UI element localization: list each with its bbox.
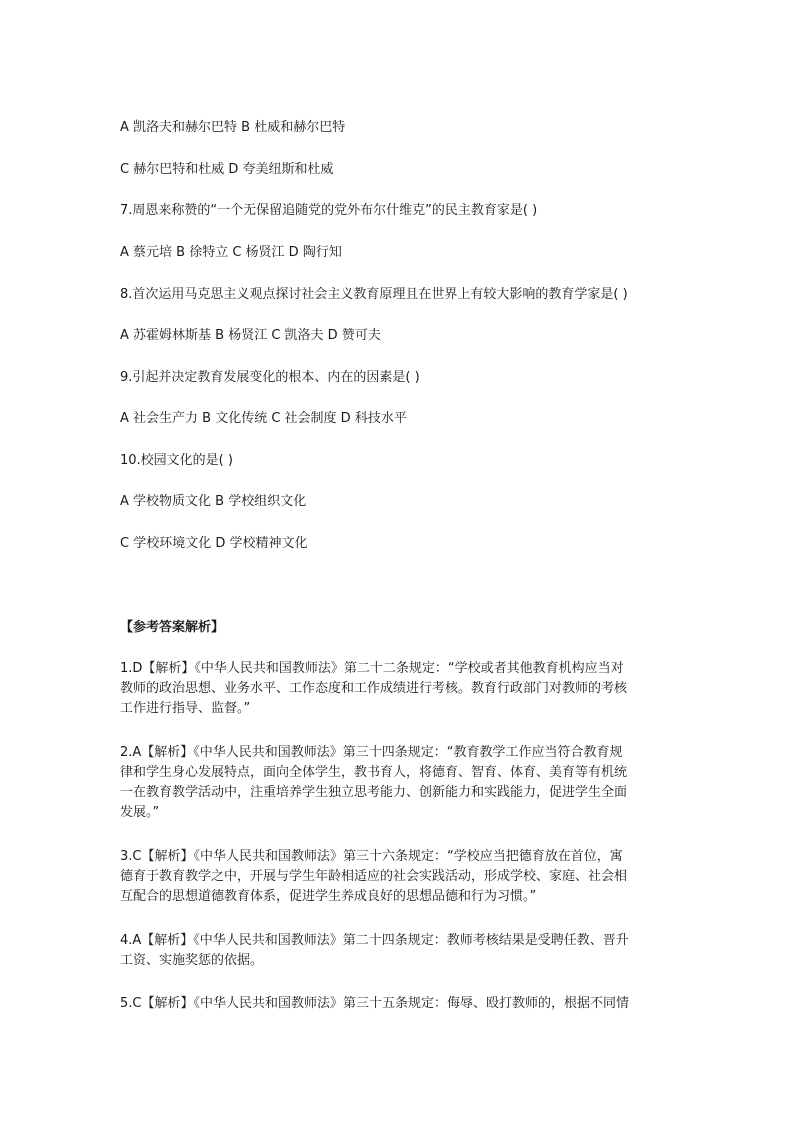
answer-2-line: 律和学生身心发展特点，面向全体学生，教书育人，将德育、智育、体育、美育等有机统 <box>120 765 628 780</box>
q7-stem: 7.周恩来称赞的“一个无保留追随党的党外布尔什维克”的民主教育家是( ) <box>120 203 538 218</box>
q8-options: A 苏霍姆林斯基 B 杨贤江 C 凯洛夫 D 赞可夫 <box>120 328 381 343</box>
q9-stem: 9.引起并决定教育发展变化的根本、内在的因素是( ) <box>120 370 420 385</box>
answer-1 <box>120 659 674 719</box>
q8-stem: 8.首次运用马克思主义观点探讨社会主义教育原理且在世界上有较大影响的教育学家是( ) <box>120 287 628 302</box>
q10-options-ab: A 学校物质文化 B 学校组织文化 <box>120 494 307 509</box>
answer-3-line: 德育于教育教学之中，开展与学生年龄相适应的社会实践活动，形成学校、家庭、社会相 <box>120 869 628 884</box>
q6-options-cd: C 赫尔巴特和杜威 D 夸美纽斯和杜威 <box>120 162 334 177</box>
answer-1-line: 1.D【解析】《中华人民共和国教师法》第二十二条规定：“学校或者其他教育机构应当对 <box>120 661 624 676</box>
q6-options-ab: A 凯洛夫和赫尔巴特 B 杜威和赫尔巴特 <box>120 120 346 135</box>
answer-4 <box>120 931 674 971</box>
answer-2-line: 一在教育教学活动中，注重培养学生独立思考能力、创新能力和实践能力，促进学生全面 <box>120 785 628 800</box>
answer-3-line: 互配合的思想道德教育体系，促进学生养成良好的思想品德和行为习惯。” <box>120 889 537 904</box>
answer-2-line: 发展。” <box>120 805 160 820</box>
q10-options-cd: C 学校环境文化 D 学校精神文化 <box>120 536 308 551</box>
answer-1-line: 工作进行指导、监督。” <box>120 701 251 716</box>
answer-3-line: 3.C【解析】《中华人民共和国教师法》第三十六条规定：“学校应当把德育放在首位，寓 <box>120 849 623 864</box>
answer-5-line: 5.C【解析】《中华人民共和国教师法》第三十五条规定：侮辱、殴打教师的，根据不同情 <box>120 996 629 1011</box>
answer-2-line: 2.A【解析】《中华人民共和国教师法》第三十四条规定：“教育教学工作应当符合教育规 <box>120 745 623 760</box>
q9-options: A 社会生产力 B 文化传统 C 社会制度 D 科技水平 <box>120 411 407 426</box>
answer-2 <box>120 743 674 823</box>
answer-3 <box>120 847 674 907</box>
answer-4-line: 工资、实施奖惩的依据。 <box>120 953 264 968</box>
answer-5 <box>120 994 674 1014</box>
answer-1-line: 教师的政治思想、业务水平、工作态度和工作成绩进行考核。教育行政部门对教师的考核 <box>120 681 628 696</box>
q10-stem: 10.校园文化的是( ) <box>120 453 233 468</box>
answer-4-line: 4.A【解析】《中华人民共和国教师法》第二十四条规定：教师考核结果是受聘任教、晋升 <box>120 933 629 948</box>
answers-heading: 【参考答案解析】 <box>120 620 225 635</box>
q7-options: A 蔡元培 B 徐特立 C 杨贤江 D 陶行知 <box>120 245 342 260</box>
